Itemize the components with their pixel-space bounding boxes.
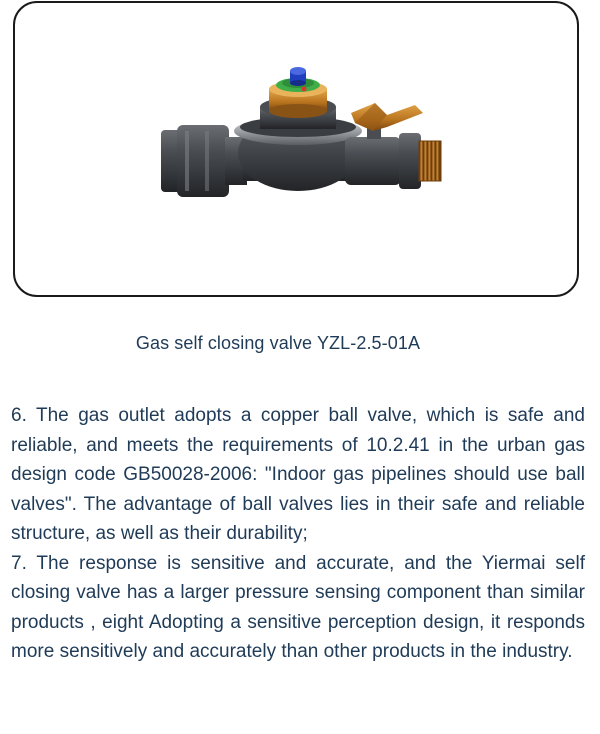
- ball-valve: [345, 103, 441, 189]
- product-caption: Gas self closing valve YZL-2.5-01A: [135, 333, 421, 353]
- description-paragraph: 6. The gas outlet adopts a copper ball valve, which is safe and reliable, and meets the requirements of 10.2.41 in the urban gas design code GB50028-2006: "Indoor gas pipelines should use ball valves". The advantage of ball valves lies in their safe and reliable structure, as well as their durability;: [11, 405, 585, 544]
- product-image-frame: [13, 1, 579, 297]
- inlet-nut: [161, 125, 247, 197]
- pressure-cap: [269, 67, 327, 118]
- description-paragraph: 7. The response is sensitive and accurate, and the Yiermai self closing valve has a larger pressure sensing component than similar products , eight Adopting a sensitive perception design, it responds more sensitively and accurately than other products in the industry.: [11, 552, 585, 662]
- product-description: [11, 401, 585, 667]
- gas-valve-illustration: [15, 3, 577, 295]
